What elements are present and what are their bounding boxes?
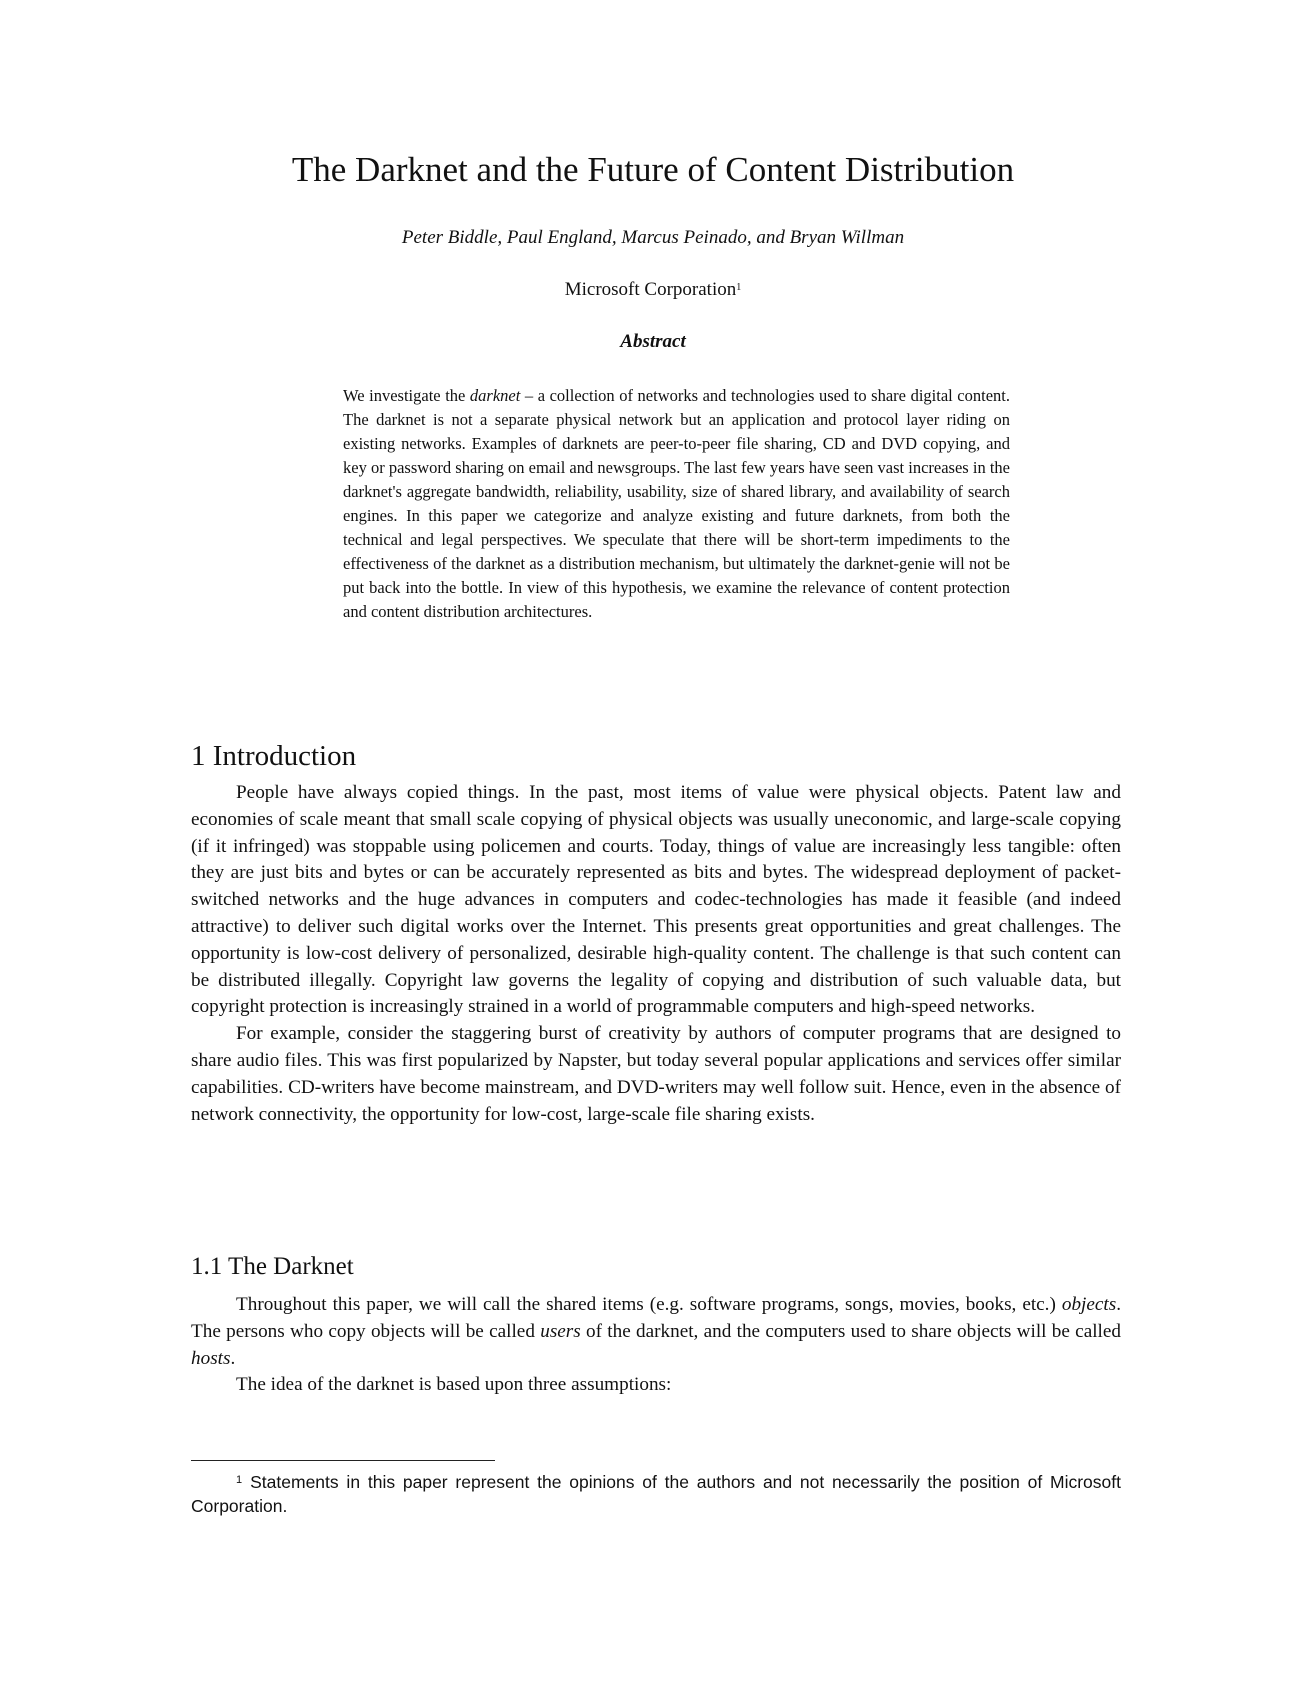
abstract-heading: Abstract (620, 331, 686, 352)
darknet-text-c: of the darknet, and the computers used to share objects will be called (580, 1320, 1121, 1342)
footnote-text: Statements in this paper represent the opinions of the authors and not necessarily the position of Microsoft Corporation. (191, 1472, 1121, 1516)
abstract-text-post: – a collection of networks and technologies used to share digital content. The darknet is not a separate physical network but an application and protocol layer riding on existing networks. Examples of darknets are peer-to-peer file sharing, CD and DVD copying, and key or password sharing on email and newsgroups. The last few years have seen vast increases in the darknet's aggregate bandwidth, reliability, usability, size of shared library, and availability of search engines. In this paper we categorize and analyze existing and future darknets, from both the technical and legal perspectives. We speculate that there will be short-term impediments to the effectiveness of the darknet as a distribution mechanism, but ultimately the darknet-genie will not be put back into the bottle. In view of this hypothesis, we examine the relevance of content protection and content distribution architectures. (343, 386, 1010, 621)
darknet-text-a: Throughout this paper, we will call the shared items (e.g. software programs, songs, movies, books, etc.) (236, 1294, 1062, 1315)
introduction-paragraph-2: For example, consider the staggering burst of creativity by authors of computer programs that are designed to share audio files. This was first popularized by Napster, but today several popular applications and services offer similar capabilities. CD-writers have become mainstream, and DVD-writers may well follow suit. Hence, even in the absence of network connectivity, the opportunity for low-cost, large-scale file sharing exists. (191, 1023, 1121, 1125)
abstract-body (343, 384, 1010, 624)
abstract-term-darknet: darknet (469, 386, 521, 405)
introduction-body (191, 780, 1121, 1128)
darknet-paragraph-2: The idea of the darknet is based upon three assumptions: (236, 1374, 672, 1396)
abstract-text-pre: We investigate the (343, 386, 470, 405)
footnote-ref-marker: 1 (736, 282, 742, 293)
paper-authors: Peter Biddle, Paul England, Marcus Peinado, and Bryan Willman (401, 227, 905, 248)
section-heading-the-darknet: 1.1 The Darknet (191, 1253, 354, 1280)
darknet-text-d: . (230, 1347, 236, 1369)
paper-title: The Darknet and the Future of Content Distribution (291, 150, 1015, 189)
term-objects: objects (1061, 1294, 1117, 1315)
affiliation-name: Microsoft Corporation (564, 279, 737, 300)
footnote-marker: 1 (236, 1474, 243, 1486)
introduction-paragraph-1: People have always copied things. In the past, most items of value were physical objects. Patent law and economies of scale meant that small scale copying of physical objects was usually uneconomic, and large-scale copying (if it infringed) was stoppable using policemen and courts. Today, things of value are increasingly less tangible: often they are just bits and bytes or can be accurately represented as bits and bytes. The widespread deployment of packet-switched networks and the huge advances in computers and codec-technologies has made it feasible (and indeed attractive) to deliver such digital works over the Internet. This presents great opportunities and great challenges. The opportunity is low-cost delivery of personalized, desirable high-quality content. The challenge is that such content can be distributed illegally. Copyright law governs the legality of copying and distribution of such valuable data, but copyright protection is increasingly strained in a world of programmable computers and high-speed networks. (191, 782, 1121, 1018)
term-users: users (540, 1320, 581, 1342)
darknet-text-b: . The persons who copy objects will be called (191, 1294, 1121, 1342)
term-hosts: hosts (191, 1347, 231, 1369)
section-heading-introduction: 1 Introduction (191, 740, 357, 772)
footnote (191, 1470, 1121, 1518)
paper-affiliation (0, 277, 1306, 303)
darknet-body (191, 1292, 1121, 1399)
footnote-separator (191, 1460, 495, 1461)
darknet-paragraph-1 (191, 1292, 1121, 1372)
